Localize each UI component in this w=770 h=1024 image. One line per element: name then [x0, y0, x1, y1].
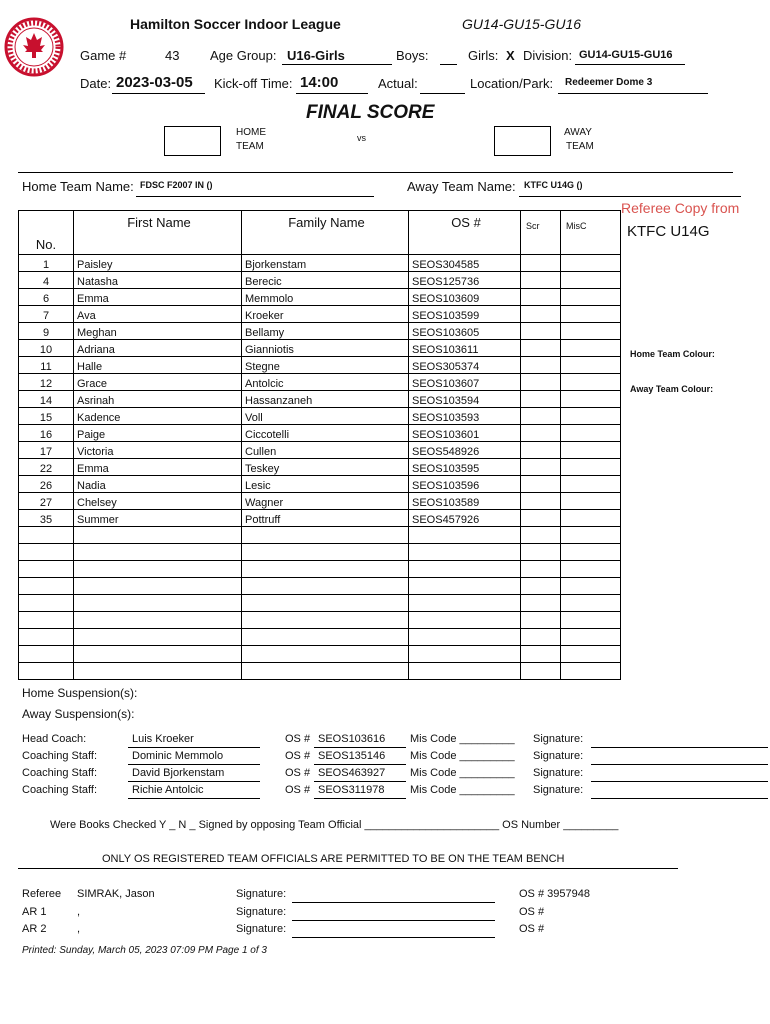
cell-first-name: Paige — [74, 425, 242, 442]
home-score-box[interactable] — [164, 126, 221, 156]
cell-os: SEOS103596 — [409, 476, 521, 493]
staff-mis-code-label: Mis Code _________ — [410, 750, 515, 762]
cell-os — [409, 527, 521, 544]
boys-field[interactable] — [440, 64, 457, 65]
away-colour-label: Away Team Colour: — [630, 384, 714, 394]
division-underline — [575, 64, 685, 65]
cell-scr[interactable] — [521, 408, 561, 425]
official-name: , — [77, 923, 81, 935]
official-signature-label: Signature: — [236, 923, 287, 935]
table-row — [19, 527, 621, 544]
cell-first-name: Summer — [74, 510, 242, 527]
cell-os: SEOS103593 — [409, 408, 521, 425]
cell-first-name — [74, 663, 242, 680]
cell-scr[interactable] — [521, 323, 561, 340]
printed-footer: Printed: Sunday, March 05, 2023 07:09 PM Page 1 of 3 — [22, 945, 267, 956]
cell-os — [409, 595, 521, 612]
cell-os: SEOS103595 — [409, 459, 521, 476]
staff-os-label: OS # — [285, 733, 311, 745]
cell-scr[interactable] — [521, 374, 561, 391]
roster-table — [18, 210, 621, 680]
cell-no: 4 — [19, 272, 74, 289]
cell-family-name: Kroeker — [242, 306, 409, 323]
age-group-label: Age Group: — [210, 48, 277, 63]
staff-os-label: OS # — [285, 767, 311, 779]
table-row — [19, 646, 621, 663]
referee-copy-team: KTFC U14G — [627, 223, 710, 240]
staff-name: Richie Antolcic — [132, 784, 204, 796]
cell-family-name: Teskey — [242, 459, 409, 476]
cell-first-name: Halle — [74, 357, 242, 374]
table-row — [19, 663, 621, 680]
home-colour-label: Home Team Colour: — [630, 349, 715, 359]
cell-no: 10 — [19, 340, 74, 357]
official-role-label: Referee — [22, 888, 62, 900]
location-value: Redeemer Dome 3 — [565, 77, 653, 88]
staff-name: Dominic Memmolo — [132, 750, 224, 762]
cell-no — [19, 663, 74, 680]
staff-role-label: Coaching Staff: — [22, 784, 98, 796]
cell-scr[interactable] — [521, 340, 561, 357]
cell-misc[interactable] — [561, 289, 621, 306]
cell-os: SEOS103611 — [409, 340, 521, 357]
table-row — [19, 289, 621, 306]
cell-first-name: Paisley — [74, 255, 242, 272]
table-row — [19, 442, 621, 459]
cell-misc[interactable] — [561, 629, 621, 646]
home-team-name-label: Home Team Name: — [22, 179, 134, 194]
staff-os-underline — [314, 798, 406, 799]
away-team-name: KTFC U14G () — [524, 180, 583, 190]
away-team-name-label: Away Team Name: — [407, 179, 516, 194]
staff-name: David Bjorkenstam — [132, 767, 225, 779]
bench-notice-underline — [18, 868, 678, 869]
cell-scr[interactable] — [521, 306, 561, 323]
cell-os: SEOS457926 — [409, 510, 521, 527]
cell-scr[interactable] — [521, 510, 561, 527]
cell-misc[interactable] — [561, 646, 621, 663]
table-row — [19, 544, 621, 561]
table-row — [19, 561, 621, 578]
table-row — [19, 510, 621, 527]
cell-first-name — [74, 612, 242, 629]
cell-misc[interactable] — [561, 374, 621, 391]
table-row — [19, 374, 621, 391]
location-underline — [558, 93, 708, 94]
cell-misc[interactable] — [561, 663, 621, 680]
cell-scr[interactable] — [521, 289, 561, 306]
cell-family-name — [242, 595, 409, 612]
cell-first-name: Adriana — [74, 340, 242, 357]
staff-signature-label: Signature: — [533, 767, 584, 779]
table-row — [19, 323, 621, 340]
cell-misc[interactable] — [561, 425, 621, 442]
cell-os — [409, 629, 521, 646]
staff-name-underline — [128, 764, 260, 765]
staff-os-value: SEOS103616 — [318, 733, 386, 745]
table-row — [19, 476, 621, 493]
staff-name: Luis Kroeker — [132, 733, 194, 745]
cell-scr[interactable] — [521, 595, 561, 612]
cell-os: SEOS103601 — [409, 425, 521, 442]
cell-os — [409, 646, 521, 663]
cell-os: SEOS548926 — [409, 442, 521, 459]
age-group-underline — [282, 64, 392, 65]
cell-family-name — [242, 629, 409, 646]
cell-family-name — [242, 612, 409, 629]
cell-no — [19, 612, 74, 629]
cell-no — [19, 595, 74, 612]
kickoff-value: 14:00 — [300, 74, 339, 91]
staff-name-underline — [128, 798, 260, 799]
cell-no: 14 — [19, 391, 74, 408]
cell-os — [409, 578, 521, 595]
home-team-label-1: HOME — [236, 127, 266, 138]
cell-no: 15 — [19, 408, 74, 425]
final-score-title: FINAL SCORE — [306, 102, 435, 123]
bench-notice: ONLY OS REGISTERED TEAM OFFICIALS ARE PERMITTED TO BE ON THE TEAM BENCH — [102, 853, 565, 865]
cell-family-name: Bjorkenstam — [242, 255, 409, 272]
location-label: Location/Park: — [470, 76, 554, 91]
staff-signature-field[interactable] — [591, 764, 768, 765]
col-header-family-name: Family Name — [242, 211, 409, 255]
cell-first-name: Nadia — [74, 476, 242, 493]
staff-os-label: OS # — [285, 750, 311, 762]
cell-os — [409, 544, 521, 561]
cell-scr[interactable] — [521, 476, 561, 493]
cell-scr[interactable] — [521, 459, 561, 476]
staff-name-underline — [128, 747, 260, 748]
cell-misc[interactable] — [561, 561, 621, 578]
cell-no — [19, 629, 74, 646]
referee-copy-label: Referee Copy from — [621, 200, 740, 216]
cell-first-name: Emma — [74, 459, 242, 476]
cell-scr[interactable] — [521, 629, 561, 646]
cell-misc[interactable] — [561, 527, 621, 544]
staff-mis-code-label: Mis Code _________ — [410, 784, 515, 796]
staff-signature-label: Signature: — [533, 784, 584, 796]
staff-mis-code-label: Mis Code _________ — [410, 733, 515, 745]
cell-scr[interactable] — [521, 357, 561, 374]
cell-scr[interactable] — [521, 646, 561, 663]
cell-scr[interactable] — [521, 493, 561, 510]
cell-misc[interactable] — [561, 510, 621, 527]
cell-family-name: Antolcic — [242, 374, 409, 391]
cell-scr[interactable] — [521, 561, 561, 578]
table-row — [19, 493, 621, 510]
official-name: SIMRAK, Jason — [77, 888, 155, 900]
cell-misc[interactable] — [561, 578, 621, 595]
age-group-value: U16-Girls — [287, 48, 345, 63]
staff-mis-code-label: Mis Code _________ — [410, 767, 515, 779]
cell-os — [409, 612, 521, 629]
cell-misc[interactable] — [561, 340, 621, 357]
cell-family-name: Berecic — [242, 272, 409, 289]
cell-no — [19, 646, 74, 663]
official-role-label: AR 1 — [22, 906, 47, 918]
table-row — [19, 595, 621, 612]
cell-no: 27 — [19, 493, 74, 510]
cell-no — [19, 527, 74, 544]
division-title: GU14-GU15-GU16 — [462, 16, 582, 32]
cell-first-name: Grace — [74, 374, 242, 391]
official-os: OS # 3957948 — [519, 888, 590, 900]
cell-os: SEOS103607 — [409, 374, 521, 391]
staff-os-underline — [314, 764, 406, 765]
game-label: Game # — [80, 48, 127, 63]
cell-scr[interactable] — [521, 255, 561, 272]
away-team-label-2: TEAM — [566, 141, 594, 152]
cell-misc[interactable] — [561, 612, 621, 629]
cell-family-name: Memmolo — [242, 289, 409, 306]
actual-field[interactable] — [420, 93, 465, 94]
table-row — [19, 272, 621, 289]
table-row — [19, 340, 621, 357]
cell-misc[interactable] — [561, 459, 621, 476]
cell-family-name: Bellamy — [242, 323, 409, 340]
cell-misc[interactable] — [561, 357, 621, 374]
staff-os-underline — [314, 747, 406, 748]
cell-scr[interactable] — [521, 391, 561, 408]
cell-scr[interactable] — [521, 272, 561, 289]
official-signature-label: Signature: — [236, 888, 287, 900]
cell-no: 11 — [19, 357, 74, 374]
away-team-underline — [519, 196, 741, 197]
col-header-scr: Scr — [521, 211, 561, 255]
cell-family-name — [242, 578, 409, 595]
col-header-no: No. — [19, 211, 74, 255]
away-team-label-1: AWAY — [564, 127, 592, 138]
cell-misc[interactable] — [561, 272, 621, 289]
table-row — [19, 357, 621, 374]
roster-header-row — [19, 211, 621, 255]
cell-os: SEOS103599 — [409, 306, 521, 323]
official-os: OS # — [519, 906, 545, 918]
cell-scr[interactable] — [521, 578, 561, 595]
cell-first-name: Chelsey — [74, 493, 242, 510]
division-label: Division: — [523, 48, 573, 63]
cell-misc[interactable] — [561, 391, 621, 408]
table-row — [19, 578, 621, 595]
home-team-label-2: TEAM — [236, 141, 264, 152]
cell-first-name — [74, 646, 242, 663]
cell-first-name — [74, 527, 242, 544]
cell-family-name: Ciccotelli — [242, 425, 409, 442]
cell-misc[interactable] — [561, 595, 621, 612]
staff-role-label: Coaching Staff: — [22, 750, 98, 762]
staff-os-value: SEOS135146 — [318, 750, 386, 762]
league-logo — [4, 17, 64, 77]
staff-signature-label: Signature: — [533, 750, 584, 762]
boys-label: Boys: — [396, 48, 429, 63]
cell-first-name: Natasha — [74, 272, 242, 289]
col-header-first-name: First Name — [74, 211, 242, 255]
cell-misc[interactable] — [561, 544, 621, 561]
cell-misc[interactable] — [561, 476, 621, 493]
staff-signature-field[interactable] — [591, 798, 768, 799]
cell-family-name — [242, 646, 409, 663]
date-value: 2023-03-05 — [116, 74, 193, 91]
away-suspensions-label: Away Suspension(s): — [22, 707, 135, 721]
home-team-name: FDSC F2007 IN () — [140, 180, 213, 190]
cell-misc[interactable] — [561, 442, 621, 459]
cell-misc[interactable] — [561, 408, 621, 425]
cell-no — [19, 544, 74, 561]
away-score-box[interactable] — [494, 126, 551, 156]
date-label: Date: — [80, 76, 112, 91]
staff-os-value: SEOS311978 — [318, 784, 385, 796]
cell-scr[interactable] — [521, 527, 561, 544]
cell-first-name — [74, 544, 242, 561]
kickoff-label: Kick-off Time: — [214, 76, 293, 91]
game-number: 43 — [165, 48, 180, 63]
girls-mark: X — [506, 48, 515, 63]
table-row — [19, 459, 621, 476]
cell-os: SEOS305374 — [409, 357, 521, 374]
table-row — [19, 255, 621, 272]
cell-misc[interactable] — [561, 306, 621, 323]
cell-os — [409, 561, 521, 578]
cell-family-name: Hassanzaneh — [242, 391, 409, 408]
score-divider — [18, 172, 733, 173]
actual-label: Actual: — [378, 76, 418, 91]
cell-first-name — [74, 561, 242, 578]
cell-no: 7 — [19, 306, 74, 323]
cell-first-name — [74, 595, 242, 612]
staff-os-label: OS # — [285, 784, 311, 796]
official-role-label: AR 2 — [22, 923, 47, 935]
cell-family-name — [242, 663, 409, 680]
official-signature-field[interactable] — [292, 920, 495, 921]
cell-no: 35 — [19, 510, 74, 527]
league-title: Hamilton Soccer Indoor League — [130, 16, 341, 32]
cell-scr[interactable] — [521, 663, 561, 680]
col-header-misc: MisC — [561, 211, 621, 255]
cell-family-name: Wagner — [242, 493, 409, 510]
staff-signature-label: Signature: — [533, 733, 584, 745]
cell-family-name: Lesic — [242, 476, 409, 493]
cell-os: SEOS103594 — [409, 391, 521, 408]
cell-scr[interactable] — [521, 612, 561, 629]
staff-os-underline — [314, 781, 406, 782]
date-underline — [112, 93, 205, 94]
cell-no: 26 — [19, 476, 74, 493]
girls-label: Girls: — [468, 48, 499, 63]
cell-first-name: Victoria — [74, 442, 242, 459]
cell-first-name: Kadence — [74, 408, 242, 425]
cell-family-name: Voll — [242, 408, 409, 425]
staff-signature-field[interactable] — [591, 747, 768, 748]
cell-first-name: Emma — [74, 289, 242, 306]
cell-family-name — [242, 561, 409, 578]
official-signature-field[interactable] — [292, 902, 495, 903]
col-header-os: OS # — [409, 211, 521, 255]
table-row — [19, 391, 621, 408]
cell-first-name: Meghan — [74, 323, 242, 340]
cell-first-name: Ava — [74, 306, 242, 323]
vs-label: vs — [357, 133, 366, 143]
cell-misc[interactable] — [561, 493, 621, 510]
cell-no: 22 — [19, 459, 74, 476]
cell-first-name — [74, 629, 242, 646]
cell-no: 16 — [19, 425, 74, 442]
home-suspensions-label: Home Suspension(s): — [22, 686, 138, 700]
cell-first-name — [74, 578, 242, 595]
home-team-underline — [136, 196, 374, 197]
table-row — [19, 425, 621, 442]
cell-os: SEOS103589 — [409, 493, 521, 510]
division-value: GU14-GU15-GU16 — [579, 49, 673, 61]
cell-os — [409, 663, 521, 680]
official-os: OS # — [519, 923, 545, 935]
cell-misc[interactable] — [561, 323, 621, 340]
cell-no: 12 — [19, 374, 74, 391]
cell-os: SEOS125736 — [409, 272, 521, 289]
cell-scr[interactable] — [521, 544, 561, 561]
cell-no: 1 — [19, 255, 74, 272]
staff-name-underline — [128, 781, 260, 782]
cell-family-name — [242, 544, 409, 561]
cell-misc[interactable] — [561, 255, 621, 272]
cell-os: SEOS103609 — [409, 289, 521, 306]
books-checked-line: Were Books Checked Y _ N _ Signed by opposing Team Official ______________________ OS Number _________ — [50, 819, 619, 831]
staff-role-label: Head Coach: — [22, 733, 87, 745]
cell-first-name: Asrinah — [74, 391, 242, 408]
cell-os: SEOS304585 — [409, 255, 521, 272]
staff-signature-field[interactable] — [591, 781, 768, 782]
cell-family-name: Stegne — [242, 357, 409, 374]
cell-family-name: Gianniotis — [242, 340, 409, 357]
table-row — [19, 306, 621, 323]
cell-no: 6 — [19, 289, 74, 306]
cell-no — [19, 561, 74, 578]
cell-no: 17 — [19, 442, 74, 459]
table-row — [19, 612, 621, 629]
cell-family-name: Pottruff — [242, 510, 409, 527]
official-name: , — [77, 906, 81, 918]
cell-os: SEOS103605 — [409, 323, 521, 340]
official-signature-label: Signature: — [236, 906, 287, 918]
cell-family-name: Cullen — [242, 442, 409, 459]
table-row — [19, 408, 621, 425]
table-row — [19, 629, 621, 646]
kickoff-underline — [296, 93, 368, 94]
staff-role-label: Coaching Staff: — [22, 767, 98, 779]
cell-no: 9 — [19, 323, 74, 340]
official-signature-field[interactable] — [292, 937, 495, 938]
cell-scr[interactable] — [521, 425, 561, 442]
cell-scr[interactable] — [521, 442, 561, 459]
staff-os-value: SEOS463927 — [318, 767, 386, 779]
cell-no — [19, 578, 74, 595]
cell-family-name — [242, 527, 409, 544]
